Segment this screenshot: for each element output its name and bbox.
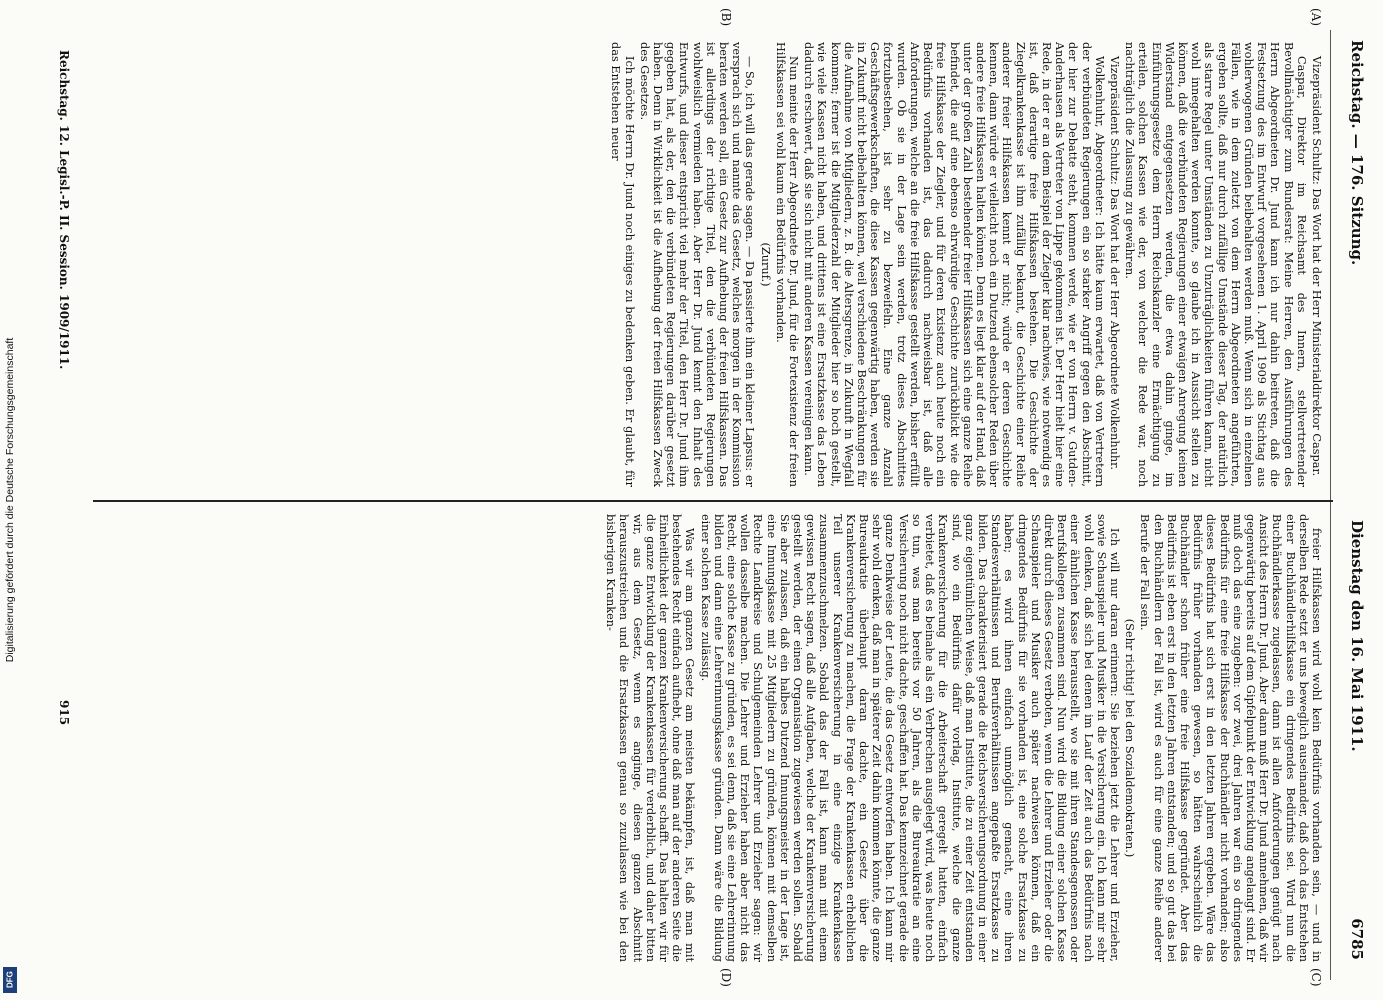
- column-divider: [93, 500, 1333, 502]
- paragraph: Ich will nur daran erinnern: Sie beziehen jetzt die Lehrer und Erzieher, sowie Schauspieler und Musiker in die Versicherung ein. Ich kann mir sehr wohl denken, daß sich bei denen im Lauf der Zeit auch das Bedürfnis nach einer ähnlichen Kasse herausstellt, wo sie mit ihren Standesgenossen oder Berufskollegen zusammen sind. Nun wird die Bildung einer solchen Kasse direkt durch dieses Gesetz verboten, wenn die Lehrer und Erzieher oder die Schauspieler und Musiker auch später nachweisen können, daß ein dringendes Bedürfnis für sie vorhanden ist, eine solche Ersatzkasse zu haben; es wird ihnen einfach unmöglich gemacht, eine ihren Standesverhältnissen und Berufsverhältnissen angepaßte Ersatzkasse zu bilden. Das charakterisiert gerade die Reichsversicherungsordnung in einer ganz eigentümlichen Weise, daß man Institute, die zu einer Zeit entstanden sind, wo ein Bedürfnis dafür vorlag, Institute, welche die ganze Krankenversicherung für die Arbeiterschaft geregelt hatten, einfach verbietet, daß es beinahe als ein Verbrechen ausgelegt wird, was heute noch so tun, was man bereits vor 50 Jahren, als die Bureaukratie an eine Versicherung noch nicht dachte, geschaffen hat. Das kennzeichnet gerade die ganze Denkweise der Leute, die das Gesetz entworfen haben. Ich kann mir sehr wohl denken, daß man in späterer Zeit dahin kommen könnte, die ganze Bureaukratie überhaupt daran dachte, ein Gesetz über die Krankenversicherung zu machen, die Frage der Krankenkassen erheblichen Teil unserer Krankenversicherung in eine einzige Krankenkasse zusammenzuschmelzen. Sobald das der Fall ist, kann man mit einem gewissen Recht sagen, daß alle Aufgaben, welche der Krankenversicherung gestellt werden, der einen Organisation zugewiesen werden sollen. Sobald Sie aber zulassen, daß ein halbes Dutzend Innungsmeister in der Lage ist, eine Innungskasse mit 25 Mitgliedern zu gründen, können mit demselben Rechte Landkreise und Schulgemeinden Lehrer und Erzieher sagen: wir wollen dasselbe machen. Die Lehrer und Erzieher haben aber nicht das Recht, eine solche Kasse zu gründen, es sei denn, daß sie eine Lehrerinnung bilden und dann eine Lehrerinnungskasse gründen. Dann wäre die Bildung einer solchen Kasse zulässig.: [698, 514, 1121, 962]
- paragraph: Caspar, Direktor im Reichsamt des Innern, stellvertretender Bevollmächtigter zum Bundesrat: Meine Herren, den Ausführungen des Herrn Abgeordneten Dr. Jund kann ich nur dahin beitreten, daß die Festsetzung des im Entwurf vorgesehenen 1. April 1909 als Stichtag aus wohlerwogenen Gründen beibehalten werden muß. Wenn sich in einzelnen Fällen, wie in dem zuletzt von dem Herrn Abgeordneten angeführten, ergeben sollte, daß nur durch zufällige Umstände dieser Tag, der natürlich als starre Regel unter Umständen zu Unzuträglichkeiten führen kann, nicht wohl innegehalten werden konnte, so glaube ich in Aussicht stellen zu können, daß die verbündeten Regierungen einer etwaigen Anregung keinen Widerstand entgegensetzen werden, die etwa dahin ginge, im Einführungsgesetze dem Herrn Reichskanzler eine Ermächtigung zu erteilen, solchen Kassen wie der, von welcher die Rede war, noch nachträglich die Zulassung zu gewähren.: [1123, 42, 1308, 487]
- paragraph: Wolkenhuhr, Abgeordneter: Ich hätte kaum erwartet, daß von Vertretern der verbündeten Regierungen ein so starker Angriff gegen den Abschnitt, der hier zur Debatte steht, kommen werde, wie er von Herrn v. Gutden-Anderhausen als Vertreter von Lippe gekommen ist. Der Herr hielt hier eine Rede, in der er an dem Beispiel der Ziegler klar nachwies, wie notwendig es ist, daß derartige freie Hilfskassen bestehen. Die Geschichte der Ziegelkrankenkasse ist ihm zufällig bekannt, die Geschichte einer Reihe anderer freier Hilfskassen kennt er nicht; würde er deren Geschichte kennen, dann würde er vielleicht noch ein Dutzend ebensolcher Reden über andere freie Hilfskassen halten können. Denn es liegt klar auf der Hand, daß unter der großen Zahl bestehender freier Hilfskassen sich eine ganze Reihe befindet, die auf eine ebenso ehrwürdige Geschichte zurückblickt wie die freie Hilfskasse der Ziegler, und für deren Existenz auch heute noch ein Bedürfnis vorhanden ist, das dadurch nachweisbar ist, daß alle Anforderungen, welche an die freie Hilfskasse gestellt werden, bisher erfüllt wurden. Ob sie in der Lage sein werden, trotz dieses Abschnittes fortzubestehen, ist sehr zu bezweifeln. Eine ganze Anzahl Geschäftsgewerkschaften, die diese Kassen gegenwärtig haben, werden sie in Zukunft nicht beibehalten können, weil verschiedene Beschränkungen für die Aufnahme von Mitgliedern, z. B. die Altersgrenze, in Zukunft in Wegfall kommen; ferner ist die Mitgliederzahl der Mitglieder hier so hoch gestellt, wie viele Kassen nicht haben, und drittens ist eine Ersatzkasse das Leben dadurch erschwert, daß sie sich nicht mit anderen Kassen vereinigen kann.: [802, 42, 1106, 487]
- left-column: [78, 42, 1323, 487]
- header-rule: [1330, 30, 1331, 980]
- footer-page: 915: [57, 700, 71, 726]
- paragraph: Was wir am ganzen Gesetz am meisten bekämpfen, ist, daß man mit bestehendes Recht einfach aufhebt, ohne daß man auf der anderen Seite die Einheitlichkeit der ganzen Krankenversicherung schafft. Das halten wir für die ganze Entwicklung der Krankenkassen für verderblich, und daher bitten wir, aus dem Gesetz, wenn es anginge, diesen ganzen Abschnitt herauszustreichen und die Ersatzkassen genau so zuzulassen wie bei den bisherigen Kranken-: [604, 514, 697, 962]
- paragraph: Vizepräsident Schultz: Das Wort hat der Herr Ministerialdirektor Caspar.: [1310, 56, 1323, 477]
- paragraph: Nun meinte der Herr Abgeordnete Dr. Jund, für die Fortexistenz der freien Hilfskassen sei wohl kaum ein Bedürfnis vorhanden.: [773, 42, 801, 487]
- dfg-logo: DFG: [3, 967, 17, 993]
- side-strip-text: Digitalisierung gefördert durch die Deutsche Forschungsgemeinschaft: [4, 337, 16, 663]
- paragraph: — So, ich will das gerade sagen. — Da passierte ihm ein kleiner Lapsus: er versprach sich und nannte das Gesetz, welches morgen in der Kommission beraten werden soll, ein Gesetz zur Aufhebung der freien Hilfskassen. Das ist allerdings der richtige Titel, den die verbündeten Regierungen wohlweislich vermieden haben. Aber Herr Dr. Jund kennt den Inhalt des Entwurfs, und dieser entspricht viel mehr der Titel, den Herr Dr. Jund ihm gegeben hat, als der, den die verbündeten Regierungen darüber gesetzt haben. Denn in Wirklichkeit ist die Aufhebung der freien Hilfskassen Zweck des Gesetzes.: [637, 42, 757, 487]
- page-number: 6785: [1348, 918, 1366, 960]
- margin-mark-a: (A): [1309, 8, 1323, 27]
- header-left-text: Reichstag. — 176. Sitzung.: [1348, 40, 1366, 266]
- margin-mark-b: (B): [719, 8, 733, 27]
- paragraph: Ich möchte Herrn Dr. Jund noch einiges zu bedenken geben. Er glaubt, für das Entstehen neuer: [609, 42, 636, 487]
- header-right: [1331, 520, 1383, 960]
- footer-left: Reichstag. 12. Legisl.-P. II. Session. 1909/1911.: [57, 50, 71, 370]
- paragraph: Vizepräsident Schultz: Das Wort hat der Herr Abgeordnete Wolkenhuhr.: [1107, 56, 1121, 470]
- paragraph: freier Hilfskassen wird wohl kein Bedürfnis vorhanden sein, — und in derselben Rede setzt er uns beweglich auseinander, daß doch das Entstehen einer Buchhändlerhilfskasse ein dringendes Bedürfnis sei. Wird nun die Buchhändlerkasse zugelassen, dann ist allen Anforderungen genügt nach Ansicht des Herrn Dr. Jund. Aber dann muß Herr Dr. Jund annehmen, daß wir gegenwärtig bereits auf dem Gipfelpunkt der Entwicklung angelangt sind. Er muß doch das eine zugeben: vor zwei, drei Jahren war ein so dringendes Bedürfnis für eine freie Hilfskasse der Buchhändler nicht vorhanden; also dieses Bedürfnis hat sich erst in den letzten Jahren ergeben. Wäre das Bedürfnis früher vorhanden gewesen, so hätten wahrscheinlich die Buchhändler schon früher eine freie Hilfskasse gegründet. Aber das Bedürfnis ist eben erst in den letzten Jahren entstanden; und so gut das bei den Buchhändlern der Fall ist, wird es auch für eine ganze Reihe anderer Berufe der Fall sein.: [1138, 514, 1323, 962]
- header-right-text: Dienstag den 16. Mai 1911.: [1348, 520, 1366, 752]
- interjection: (Zuruf.): [758, 242, 772, 287]
- margin-mark-d: (D): [719, 968, 733, 987]
- side-strip: [0, 0, 22, 1000]
- interjection: (Sehr richtig! bei den Sozialdemokraten.): [1123, 618, 1137, 858]
- header-left: [1331, 40, 1383, 480]
- right-column: [78, 514, 1323, 962]
- margin-mark-c: (C): [1309, 968, 1323, 987]
